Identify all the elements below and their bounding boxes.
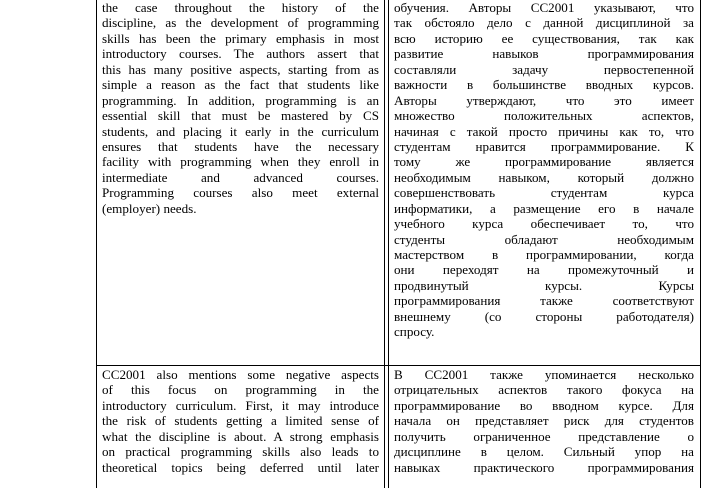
text-line: introductory curriculum. First, it may introduce [102,397,379,413]
text-line: students, and placing it early in the curriculum [102,123,379,139]
text-line: начала он представляет риск для студентов [394,413,694,429]
text-line: множество положительных аспектов, [394,108,694,124]
table-border-right [700,0,701,488]
text-line: учебного курса обеспечивает то, что [394,216,694,232]
text-line: В CC2001 также упоминается несколько [394,367,694,382]
english-paragraph-1 [102,0,379,216]
translation-table [96,0,701,488]
text-line: the risk of students getting a limited sense of [102,413,379,429]
text-line: дисциплине в целом. Сильный упор на [394,444,694,460]
text-line: CC2001 also mentions some negative aspects [102,367,379,382]
text-line: this has many positive aspects, starting from as [102,61,379,77]
row-separator [96,365,701,366]
text-line: внешнему (со стороны работодателя) [394,308,694,324]
text-line: Авторы утверждают, что это имеет [394,92,694,108]
text-line: так обстояло дело с данной дисциплиной за [394,15,694,31]
text-line: начиная с такой просто причины как то, что [394,123,694,139]
text-line: essential skill that must be mastered by CS [102,108,379,124]
text-line: facility with programming when they enroll in [102,154,379,170]
text-line: the case throughout the history of the [102,0,379,15]
text-line: of this focus on programming in the [102,382,379,398]
text-line: мастерством в программировании, когда [394,247,694,262]
text-line: они переходят на промежуточный и [394,262,694,278]
english-paragraph-2 [102,367,379,475]
russian-paragraph-2 [394,367,694,475]
column-divider-b [388,0,389,488]
text-line: развитие навыков программирования [394,46,694,62]
text-line: студенты обладают необходимым [394,231,694,247]
text-line: навыках практического программирования [394,459,694,475]
text-line: обучения. Авторы CC2001 указывают, что [394,0,694,15]
text-line: необходимым навыком, который должно [394,169,694,185]
text-line: получить ограниченное представление о [394,428,694,444]
text-line: simple a reason as the fact that students like [102,77,379,93]
column-divider-a [384,0,385,488]
text-line: introductory courses. The authors assert that [102,46,379,62]
text-line: discipline, as the development of programming [102,15,379,31]
text-line: skills has been the primary emphasis in most [102,30,379,46]
text-line: программирование во вводном курсе. Для [394,397,694,413]
text-line: theoretical topics being deferred until later [102,459,379,475]
text-line: спросу. [394,324,435,340]
text-line: составляли задачу первостепенной [394,61,694,77]
table-border-left [96,0,97,488]
text-line: продвинутый курсы. Курсы [394,277,694,293]
text-line: Programming courses also meet external [102,185,379,201]
text-line: программирования также соответствуют [394,293,694,309]
text-line: студентам нравится программирование. К [394,138,694,154]
text-line: programming. In addition, programming is an [102,92,379,108]
text-line: информатики, а размещение его в начале [394,200,694,216]
text-line: всю историю ее существования, так как [394,30,694,46]
text-line: what the discipline is about. A strong emphasis [102,428,379,444]
text-line: (employer) needs. [102,200,197,216]
text-line: ensures that students have the necessary [102,138,379,154]
text-line: важности в большинстве вводных курсов. [394,77,694,93]
text-line: совершенствовать студентам курса [394,185,694,201]
text-line: тому же программирование является [394,154,694,170]
text-line: intermediate and advanced courses. [102,169,379,185]
text-line: on practical programming skills also leads to [102,444,379,460]
russian-paragraph-1 [394,0,694,340]
text-line: отрицательных аспектов такого фокуса на [394,382,694,398]
